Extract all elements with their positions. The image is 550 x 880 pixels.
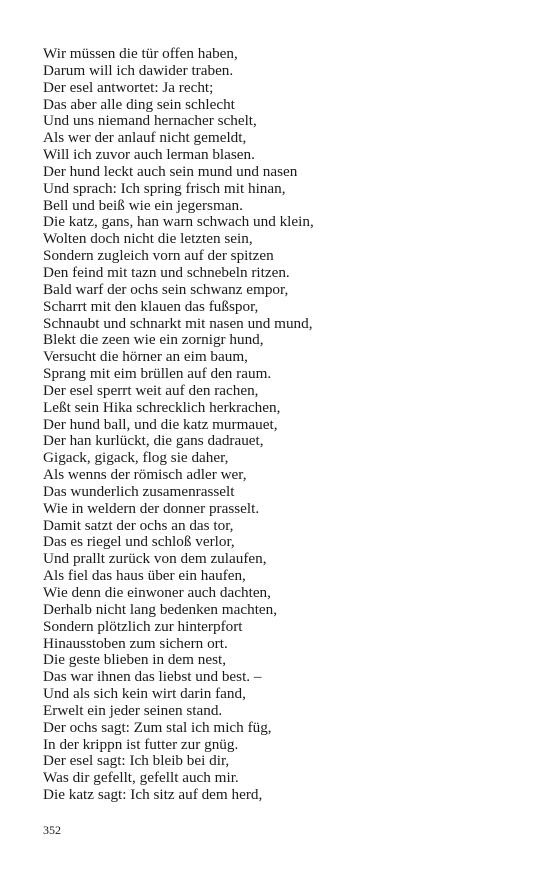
poem-line: Und sprach: Ich spring frisch mit hinan,	[43, 179, 286, 197]
poem-line: Was dir gefellt, gefellt auch mir.	[43, 769, 239, 787]
poem-line: Bald warf der ochs sein schwanz empor,	[43, 280, 289, 298]
poem-line: Leßt sein Hika schrecklich herkrachen,	[43, 398, 281, 416]
poem-line: Hinausstoben zum sichern ort.	[43, 634, 228, 652]
poem-line: Das war ihnen das liebst und best. –	[43, 668, 262, 686]
poem-line: Blekt die zeen wie ein zornigr hund,	[43, 331, 264, 349]
poem-line: Die katz, gans, han warn schwach und klein,	[43, 213, 314, 231]
poem-line: Derhalb nicht lang bedenken machten,	[43, 600, 278, 618]
poem-line: Als wenns der römisch adler wer,	[43, 466, 247, 484]
poem-line: Den feind mit tazn und schnebeln ritzen.	[43, 263, 290, 281]
poem-line: Der esel sperrt weit auf den rachen,	[43, 381, 259, 399]
poem-line: Der hund leckt auch sein mund und nasen	[43, 162, 298, 180]
poem-line: Sondern plötzlich zur hinterpfort	[43, 617, 243, 635]
poem-line: Die geste blieben in dem nest,	[43, 651, 227, 669]
poem-line: Der han kurlückt, die gans dadrauet,	[43, 432, 264, 450]
poem-line: Das wunderlich zusamenrasselt	[43, 482, 235, 500]
poem-line: Das es riegel und schloß verlor,	[43, 533, 235, 551]
poem-line: Und prallt zurück von dem zulaufen,	[43, 550, 267, 568]
poem-line: Bell und beiß wie ein jegersman.	[43, 196, 243, 214]
poem-line: Wie in weldern der donner prasselt.	[43, 499, 260, 517]
poem-line: Der esel sagt: Ich bleib bei dir,	[43, 752, 230, 770]
poem-line: Das aber alle ding sein schlecht	[43, 95, 235, 113]
poem-line: Der esel antwortet: Ja recht;	[43, 78, 214, 96]
poem-line: Scharrt mit den klauen das fußspor,	[43, 297, 259, 315]
poem-line: Als fiel das haus über ein haufen,	[43, 567, 246, 585]
poem-line: Damit satzt der ochs an das tor,	[43, 516, 234, 534]
poem-line: In der krippn ist futter zur gnüg.	[43, 735, 239, 753]
poem-line: Wir müssen die tür offen haben,	[43, 45, 238, 62]
poem-line: Wolten doch nicht die letzten sein,	[43, 230, 253, 248]
poem-line: Versucht die hörner an eim baum,	[43, 348, 248, 366]
poem-line: Wie denn die einwoner auch dachten,	[43, 584, 271, 601]
poem-line: Die katz sagt: Ich sitz auf dem herd,	[43, 786, 263, 804]
poem-line: Erwelt ein jeder seinen stand.	[43, 701, 223, 719]
poem-line: Will ich zuvor auch lerman blasen.	[43, 146, 255, 164]
poem-line: Schnaubt und schnarkt mit nasen und mund,	[43, 314, 313, 332]
page-number: 352	[43, 823, 61, 837]
poem-line: Und uns niemand hernacher schelt,	[43, 112, 257, 130]
poem-line: Als wer der anlauf nicht gemeldt,	[43, 129, 247, 147]
poem-line: Sondern zugleich vorn auf der spitzen	[43, 247, 274, 265]
poem-line: Darum will ich dawider traben.	[43, 61, 234, 79]
poem-line: Der ochs sagt: Zum stal ich mich füg,	[43, 718, 272, 736]
poem-line: Gigack, gigack, flog sie daher,	[43, 449, 229, 467]
poem-line: Sprang mit eim brüllen auf den raum.	[43, 365, 272, 383]
poem-line: Der hund ball, und die katz murmauet,	[43, 415, 278, 433]
poem-line: Und als sich kein wirt darin fand,	[43, 685, 246, 703]
poem-text	[43, 46, 513, 804]
